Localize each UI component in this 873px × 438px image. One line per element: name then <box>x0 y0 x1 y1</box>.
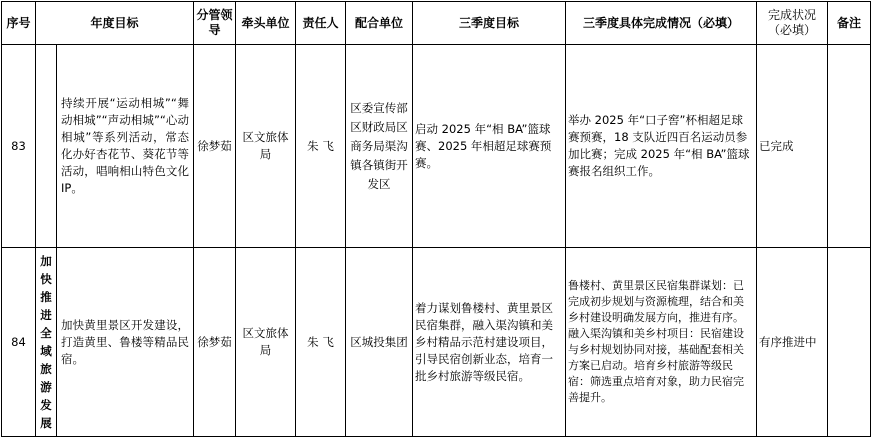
row-status: 有序推进中 <box>757 248 828 437</box>
header-status <box>757 2 828 45</box>
header-cooperating: 配合单位 <box>346 2 413 45</box>
row-q3-detail: 举办 2025 年“口子窖”杯相超足球赛预赛，18 支队近四百名运动员参加比赛；完成 2025 年“相 BA”篮球赛报名组织工作。 <box>566 45 757 248</box>
header-remarks: 备注 <box>828 2 871 45</box>
theme-char: 域 <box>40 344 52 358</box>
header-lead-unit: 牵头单位 <box>236 2 296 45</box>
row-q3-goal: 启动 2025 年“相 BA”篮球赛、2025 年相超足球赛预赛。 <box>413 45 566 248</box>
theme-char: 加 <box>40 254 52 268</box>
row-cooperating: 区城投集团 <box>346 248 413 437</box>
row-responsible: 朱 飞 <box>296 45 346 248</box>
row-seq: 84 <box>2 248 36 437</box>
row-seq: 83 <box>2 45 36 248</box>
theme-char: 全 <box>40 326 52 340</box>
work-plan-table <box>1 1 871 437</box>
header-q3-goal: 三季度目标 <box>413 2 566 45</box>
row-q3-goal: 着力谋划鲁楼村、黄里景区民宿集群，融入渠沟镇和美乡村精品示范村建设项目，引导民宿创新业态，培育一批乡村旅游等级民宿。 <box>413 248 566 437</box>
row-leader: 徐梦茹 <box>194 45 236 248</box>
table-row <box>2 248 871 437</box>
theme-char: 快 <box>40 272 52 286</box>
theme-char: 推 <box>40 290 52 304</box>
row-status: 已完成 <box>757 45 828 248</box>
row-annual-goal: 加快黄里景区开发建设，打造黄里、鲁楼等精品民宿。 <box>57 248 194 437</box>
row-responsible: 朱 飞 <box>296 248 346 437</box>
row-q3-detail: 鲁楼村、黄里景区民宿集群谋划：已完成初步规划与资源梳理，结合和美乡村建设明确发展方向，推进有序。融入渠沟镇和美乡村项目：民宿建设与乡村规划协同对接，基础配套相关方案已启动。培育乡村旅游等级民宿：筛选重点培育对象，助力民宿完善提升。 <box>566 248 757 437</box>
row-remarks <box>828 248 871 437</box>
header-responsible: 责任人 <box>296 2 346 45</box>
table-row <box>2 45 871 248</box>
header-q3-detail: 三季度具体完成情况（必填） <box>566 2 757 45</box>
row-cooperating: 区委宣传部区财政局区商务局渠沟镇各镇街开发区 <box>346 45 413 248</box>
header-annual-goal: 年度目标 <box>36 2 194 45</box>
row-lead-unit: 区文旅体局 <box>236 248 296 437</box>
theme-char: 展 <box>40 416 52 430</box>
row-leader: 徐梦茹 <box>194 248 236 437</box>
theme-label <box>36 248 57 437</box>
header-row <box>2 2 871 45</box>
row-lead-unit: 区文旅体局 <box>236 45 296 248</box>
row-annual-goal: 持续开展“运动相城”“舞动相城”“声动相城”“心动相城”等系列活动，常态化办好杏花节、葵花节等活动，唱响相山特色文化 IP。 <box>57 45 194 248</box>
header-seq: 序号 <box>2 2 36 45</box>
header-status-note: （必填） <box>767 23 816 37</box>
theme-char: 游 <box>40 380 52 394</box>
theme-cell-empty <box>36 45 57 248</box>
row-remarks <box>828 45 871 248</box>
header-status-label: 完成状况 <box>767 8 816 22</box>
theme-char: 旅 <box>40 362 52 376</box>
header-leader: 分管领导 <box>194 2 236 45</box>
theme-char: 发 <box>40 398 52 412</box>
theme-char: 进 <box>40 308 52 322</box>
